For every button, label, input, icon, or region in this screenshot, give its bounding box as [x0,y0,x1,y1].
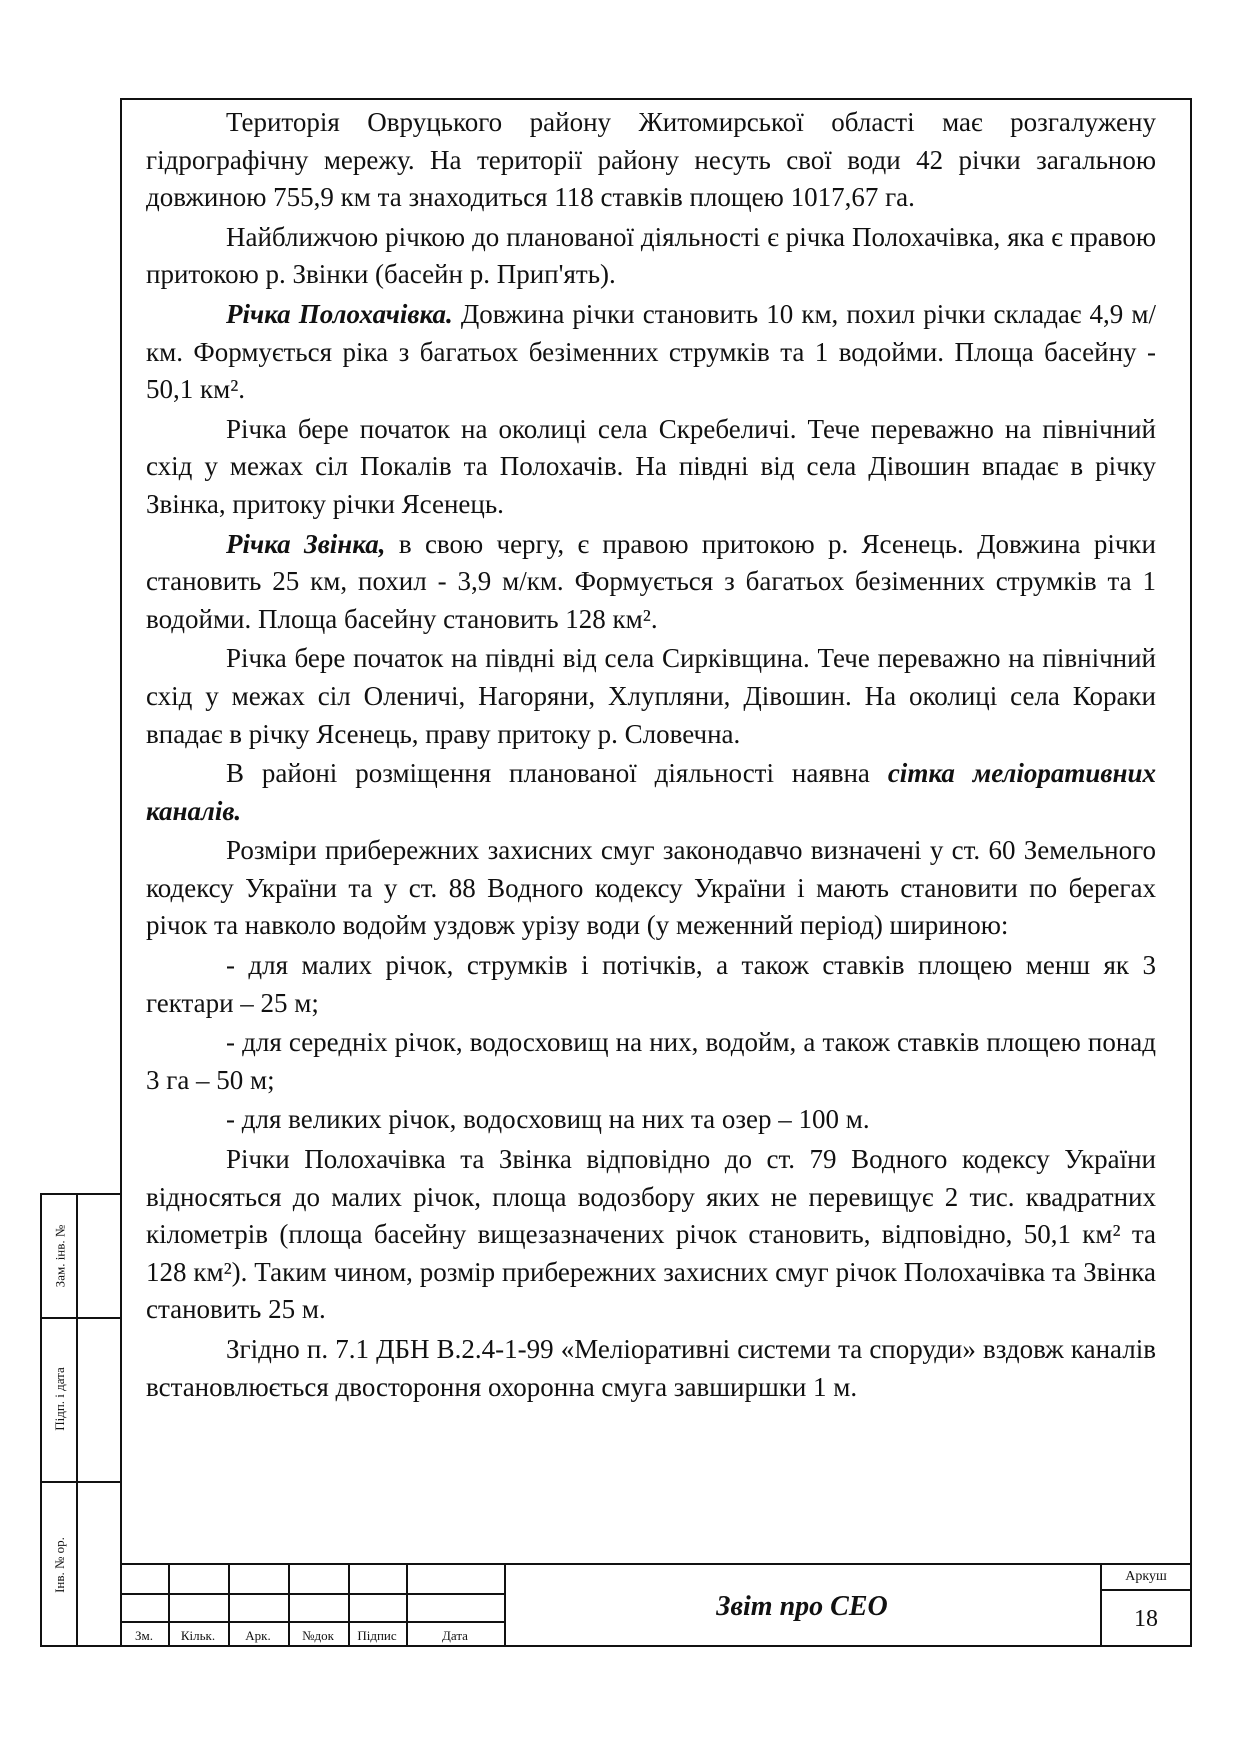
list-item-small-rivers: - для малих річок, струмків і потічків, а також ставків площею менш як 3 гектари – 25 м; [146,950,1156,1018]
side-label-inv-or: Інв. № ор. [52,1537,68,1593]
paragraph-buffer-zones: Розміри прибережних захисних смуг законодавчо визначені у ст. 60 Земельного кодексу України та у ст. 88 Водного кодексу України і мають становити по берегах річок та навколо водойм уздовж урізу води (у меженний період) шириною: [146,835,1156,941]
paragraph-zvinka-course: Річка бере початок на півдні від села Сирківщина. Тече переважно на північний схід у межах сіл Оленичі, Нагоряни, Хлупляни, Дівошин. На околиці села Кораки впадає в річку Ясенець, праву притоку р. Словечна. [146,643,1156,749]
col-label-pidpys: Підпис [357,1628,397,1643]
side-label-zam-inv: Зам. інв. № [52,1224,67,1288]
paragraph-polokhachivka: Річка Полохачівка. Довжина річки становить 10 км, похил річки складає 4,9 м/км. Формується ріка з багатьох безіменних струмків та 1 водойми. Площа басейну - 50,1 км². [146,298,1156,405]
sheet-number: 18 [1134,1605,1158,1632]
canals-emphasis: сітка меліоративних каналів. [146,758,1156,826]
sheet-label: Аркуш [1125,1569,1167,1584]
list-item-large-rivers: - для великих річок, водосховищ на них та озер – 100 м. [226,1104,870,1135]
col-label-zm: Зм. [135,1628,153,1643]
title-block [120,1563,1192,1647]
paragraph-polokhachivka-course: Річка бере початок на околиці села Скребеличі. Тече переважно на північний схід у межах сіл Покалів та Полохачів. На півдні від села Дівошин впадає в річку Звінка, притоку річки Ясенець. [146,413,1156,519]
col-label-ark: Арк. [245,1628,271,1643]
paragraph-zvinka: Річка Звінка, в свою чергу, є правою притокою р. Ясенець. Довжина річки становить 25 км, похил - 3,9 м/км. Формується з багатьох безіменних струмків та 1 водойми. Площа басейну становить 128 км². [146,528,1157,634]
document-title: Звіт про СЕО [716,1591,888,1622]
river-name-zvinka: Річка Звінка, [226,528,386,559]
side-stamp [40,1193,120,1647]
paragraph-dbn: Згідно п. 7.1 ДБН В.2.4-1-99 «Меліоративні системи та споруди» вздовж каналів встановлюється двостороння охоронна смуга завширшки 1 м. [146,1334,1156,1402]
paragraph-canals: В районі розміщення планованої діяльності наявна сітка меліоративних каналів. [146,758,1156,826]
paragraph-territory: Територія Овруцького району Житомирської області має розгалужену гідрографічну мережу. На території району несуть свої води 42 річки загальною довжиною 755,9 км та знаходиться 118 ставків площею 1017,67 га. [146,107,1156,213]
col-label-ndok: №док [302,1628,334,1643]
list-item-medium-rivers: - для середніх річок, водосховищ на них, водойм, а також ставків площею понад 3 га – 50 м; [146,1027,1156,1095]
paragraph-nearest-river: Найближчою річкою до планованої діяльності є річка Полохачівка, яка є правою притокою р. Звінки (басейн р. Прип'ять). [146,221,1156,290]
paragraph-small-rivers-classification: Річки Полохачівка та Звінка відповідно до ст. 79 Водного кодексу України відносяться до малих річок, площа водозбору яких не перевищує 2 тис. квадратних кілометрів (площа басейну вищезазначених річок становить, відповідно, 50,1 км² та 128 км²). Таким чином, розмір прибережних захисних смуг річок Полохачівка та Звінка становить 25 м. [146,1144,1156,1325]
side-label-pidp-data: Підп. і дата [52,1367,67,1431]
col-label-data: Дата [442,1628,468,1643]
document-body [146,104,1156,1406]
col-label-kilk: Кільк. [180,1628,216,1643]
river-name-polokhachivka: Річка Полохачівка. [226,298,453,329]
